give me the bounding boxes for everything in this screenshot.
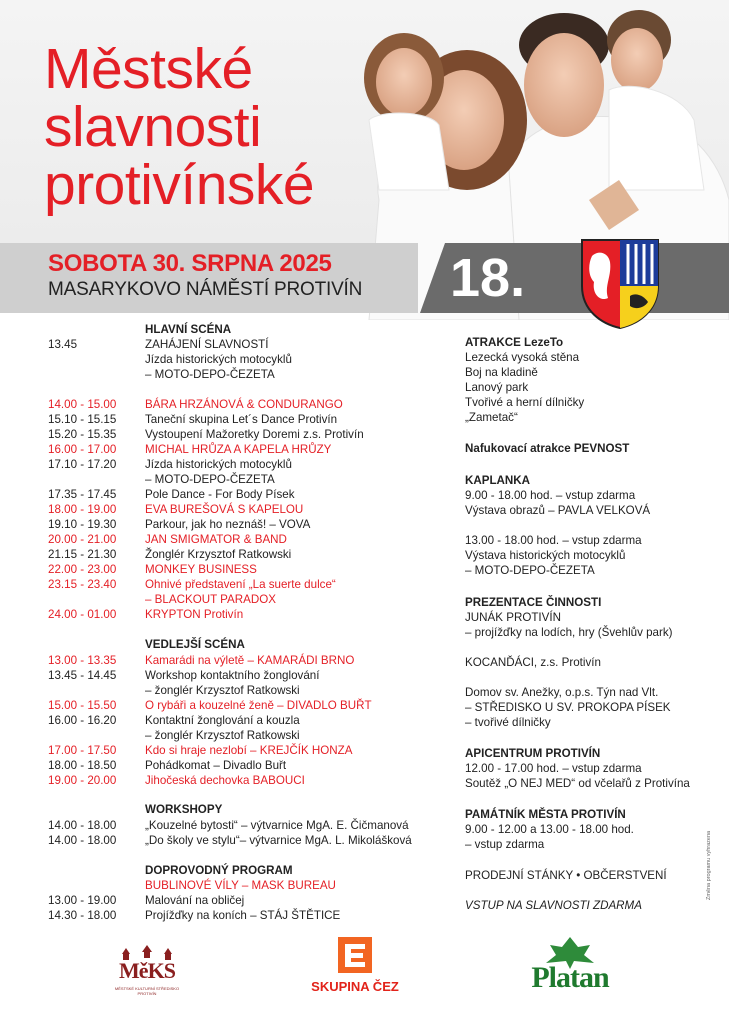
program-change-note: Změna programu vyhrazena [706,830,712,900]
right-item: 12.00 - 17.00 hod. – vstup zdarma [465,762,642,775]
program-item: – BLACKOUT PARADOX [145,593,277,606]
right-item: – MOTO-DEPO-ČEZETA [465,564,595,577]
platan-wordmark: Platan [531,961,609,994]
edition-number: 18. [450,248,526,308]
right-item: – projížďky na lodích, hry (Švehlův park) [465,626,673,639]
platan-logo [510,935,630,1000]
right-item: Výstava obrazů – PAVLA VELKOVÁ [465,504,651,517]
program-item: Jízda historických motocyklů [145,353,292,366]
program-item: Kontaktní žonglování a kouzla [145,714,300,727]
time-label: 18.00 - 19.00 [48,503,117,516]
program-item: BÁRA HRZÁNOVÁ & CONDURANGO [145,398,343,411]
program-item: Kdo si hraje nezlobí – KREJČÍK HONZA [145,744,353,757]
program-item: Pole Dance - For Body Písek [145,488,295,501]
time-label: 22.00 - 23.00 [48,563,117,576]
program-item: Pohádkomat – Divadlo Buřt [145,759,287,772]
program-item: – žonglér Krzysztof Ratkowski [145,684,300,697]
right-item: 13.00 - 18.00 hod. – vstup zdarma [465,534,642,547]
town-crest-icon [578,236,662,330]
time-label: 20.00 - 21.00 [48,533,117,546]
program-item: „Do školy ve stylu“– výtvarnice MgA. L. Mikolášková [145,834,412,847]
attraction-heading: PREZENTACE ČINNOSTI [465,596,602,609]
program-item: Ohnivé představení „La suerte dulce“ [145,578,336,591]
time-label: 23.15 - 23.40 [48,578,117,591]
right-item: 9.00 - 18.00 hod. – vstup zdarma [465,489,636,502]
time-label: 13.00 - 19.00 [48,894,117,907]
event-date: SOBOTA 30. SRPNA 2025 [48,250,332,277]
right-item: Lanový park [465,381,529,394]
time-label: 14.00 - 18.00 [48,834,117,847]
cez-logo [300,935,410,1000]
time-label: 14.30 - 18.00 [48,909,117,922]
right-item: 9.00 - 12.00 a 13.00 - 18.00 hod. [465,823,634,836]
program-item: Vystoupení Mažoretky Doremi z.s. Protivín [145,428,364,441]
right-item: Boj na kladině [465,366,538,379]
program-item: Projížďky na koních – STÁJ ŠTĚTICE [145,909,341,922]
attraction-heading: APICENTRUM PROTIVÍN [465,747,601,760]
time-label: 21.15 - 21.30 [48,548,117,561]
meks-wordmark: MěKS [119,958,175,983]
main-stage-heading: HLAVNÍ SCÉNA [145,323,232,336]
program-item: – MOTO-DEPO-ČEZETA [145,368,275,381]
time-label: 19.10 - 19.30 [48,518,117,531]
time-label: 14.00 - 18.00 [48,819,117,832]
program-item: – žonglér Krzysztof Ratkowski [145,729,300,742]
time-label: 14.00 - 15.00 [48,398,117,411]
right-item: Výstava historických motocyklů [465,549,626,562]
program-item: Taneční skupina Let´s Dance Protivín [145,413,338,426]
time-label: 17.00 - 17.50 [48,744,117,757]
program-item: „Kouzelné bytosti“ – výtvarnice MgA. E. Čičmanová [145,819,409,832]
program-item: Malování na obličej [145,894,245,907]
program-item: Jihočeská dechovka BABOUCI [145,774,305,787]
time-label: 13.45 [48,338,78,351]
right-item: JUNÁK PROTIVÍN [465,611,561,624]
event-venue: MASARYKOVO NÁMĚSTÍ PROTIVÍN [48,279,363,300]
program-item: Parkour, jak ho neznáš! – VOVA [145,518,311,531]
side-program-heading: DOPROVODNÝ PROGRAM [145,864,293,877]
program-item: ZAHÁJENÍ SLAVNOSTÍ [145,338,269,351]
right-item: Tvořivé a herní dílničky [465,396,585,409]
attraction-heading: ATRAKCE LezeTo [465,336,564,349]
cez-mark-icon [300,935,410,977]
program-item: Žonglér Krzysztof Ratkowski [145,548,292,561]
program-item: BUBLINOVÉ VÍLY – MASK BUREAU [145,879,336,892]
program-item: O rybáři a kouzelné ženě – DIVADLO BUŘT [145,699,372,712]
right-item: Lezecká vysoká stěna [465,351,580,364]
title-line-3: protivínské [44,153,315,217]
title-line-2: slavnosti [44,95,262,159]
free-entry-note: VSTUP NA SLAVNOSTI ZDARMA [465,899,642,912]
time-label: 16.00 - 16.20 [48,714,117,727]
cez-wordmark: SKUPINA ČEZ [311,979,399,994]
time-label: 16.00 - 17.00 [48,443,117,456]
workshops-heading: WORKSHOPY [145,803,223,816]
time-label: 15.20 - 15.35 [48,428,117,441]
meks-logo [112,944,182,1006]
program-item: – MOTO-DEPO-ČEZETA [145,473,275,486]
program-item: Workshop kontaktního žonglování [145,669,320,682]
right-item: KOCANĎÁCI, z.s. Protivín [465,656,601,669]
right-item: – STŘEDISKO U SV. PROKOPA PÍSEK [465,701,671,714]
program-item: JAN SMIGMATOR & BAND [145,533,287,546]
right-item: – tvořivé dílničky [465,716,551,729]
time-label: 18.00 - 18.50 [48,759,117,772]
right-item: PRODEJNÍ STÁNKY • OBČERSTVENÍ [465,869,667,882]
title-line-1: Městské [44,37,253,101]
program-item: Jízda historických motocyklů [145,458,292,471]
right-item: „Zametač“ [465,411,518,424]
meks-subtitle: MĚSTSKÉ KULTURNÍ STŘEDISKO PROTIVÍN [114,986,180,996]
right-item: – vstup zdarma [465,838,545,851]
right-item: Domov sv. Anežky, o.p.s. Týn nad Vlt. [465,686,659,699]
time-label: 13.45 - 14.45 [48,669,117,682]
page-title [44,37,315,217]
time-label: 17.10 - 17.20 [48,458,117,471]
time-label: 15.00 - 15.50 [48,699,117,712]
program-item: EVA BUREŠOVÁ S KAPELOU [145,503,304,516]
time-label: 15.10 - 15.15 [48,413,117,426]
program-item: MICHAL HRŮZA A KAPELA HRŮZY [145,443,332,456]
side-stage-heading: VEDLEJŠÍ SCÉNA [145,638,245,651]
right-item: Soutěž „O NEJ MED“ od včelařů z Protivína [465,777,690,790]
attraction-heading: Nafukovací atrakce PEVNOST [465,442,630,455]
time-label: 24.00 - 01.00 [48,608,117,621]
attraction-heading: PAMÁTNÍK MĚSTA PROTIVÍN [465,808,626,821]
program-item: KRYPTON Protivín [145,608,244,621]
program-item: MONKEY BUSINESS [145,563,257,576]
time-label: 17.35 - 17.45 [48,488,117,501]
time-label: 13.00 - 13.35 [48,654,117,667]
program-item: Kamarádi na výletě – KAMARÁDI BRNO [145,654,355,667]
attraction-heading: KAPLANKA [465,474,531,487]
time-label: 19.00 - 20.00 [48,774,117,787]
